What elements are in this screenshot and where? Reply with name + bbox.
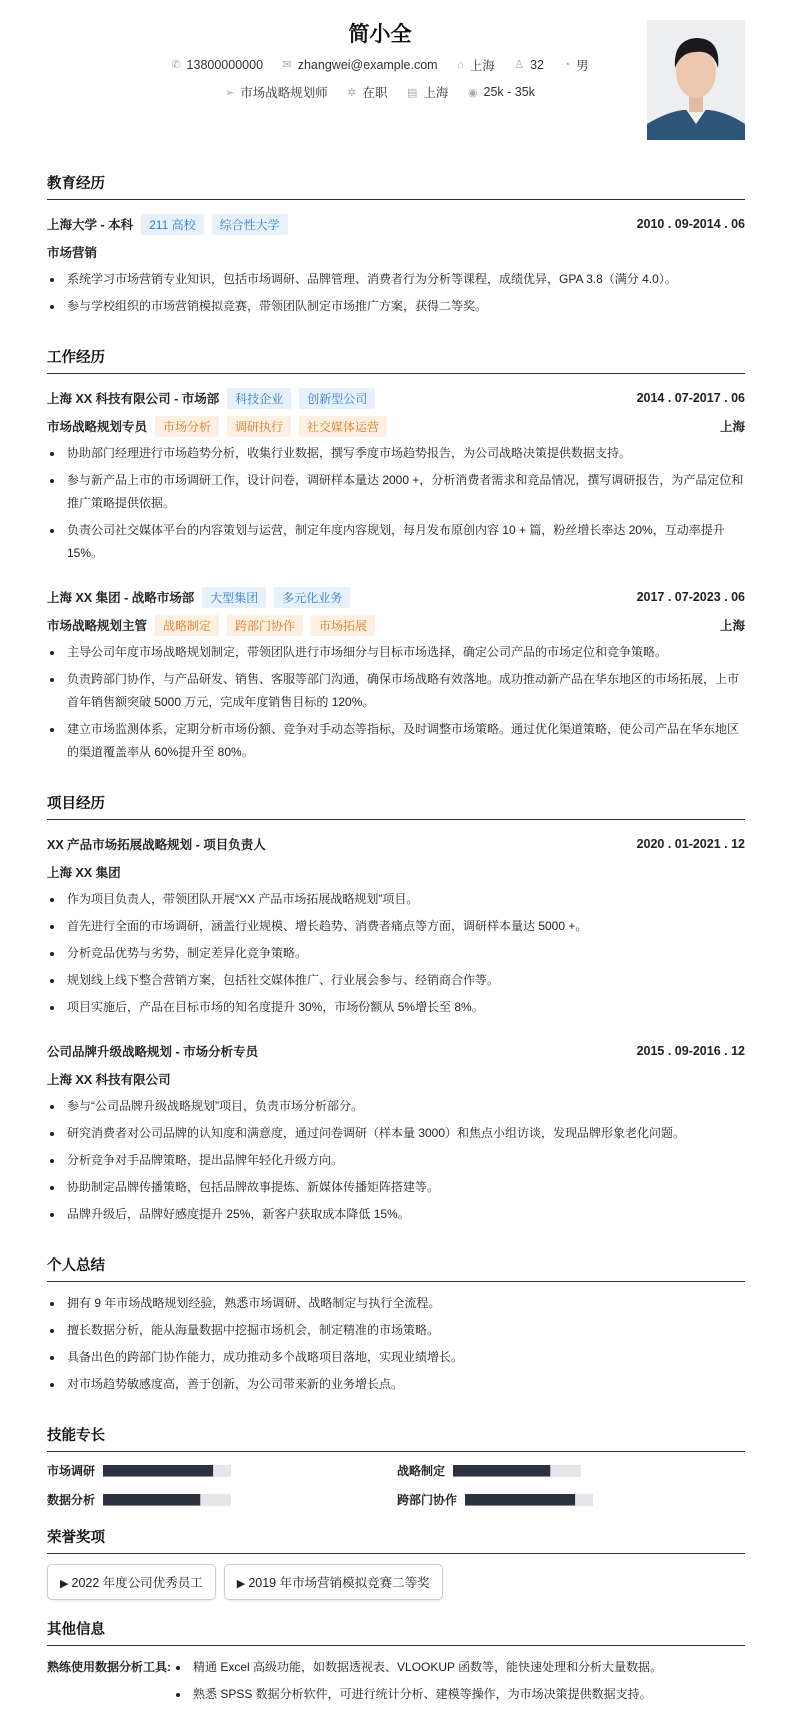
job-role-group — [47, 416, 387, 437]
bullet-list — [47, 442, 745, 565]
list-item: 拥有 9 年市场战略规划经验，熟悉市场调研、战略制定与执行全流程。 — [47, 1292, 745, 1315]
job-role-row — [47, 611, 745, 639]
major: 市场营销 — [47, 246, 98, 260]
tag: 创新型公司 — [299, 388, 375, 409]
job-company-group — [47, 388, 375, 409]
skill-tag: 社交媒体运营 — [299, 416, 387, 437]
salary: 25k - 35k — [483, 85, 535, 99]
location: 上海 — [469, 59, 495, 73]
skill-name: 跨部门协作 — [397, 1493, 458, 1507]
skill-item — [47, 1491, 397, 1508]
project-org: 上海 XX 集团 — [47, 866, 121, 880]
mail-icon: ✉ — [282, 59, 292, 71]
period: 2020 . 01-2021 . 12 — [636, 837, 745, 851]
building-icon: ▤ — [407, 86, 418, 99]
honor-text: 2019 年市场营销模拟竞赛二等奖 — [248, 1576, 430, 1590]
contact-info-row — [0, 56, 760, 74]
list-item: 建立市场监测体系，定期分析市场份额、竞争对手动态等指标，及时调整市场策略。通过优化渠道策略，使公司产品在华东地区的渠道覆盖率从 60%提升至 80%。 — [47, 718, 745, 764]
skill-bar-fill — [103, 1465, 213, 1477]
status-icon: ✲ — [347, 86, 357, 99]
salary-icon: ◉ — [467, 86, 478, 99]
spacer — [47, 1025, 745, 1037]
triangle-icon: ▶ — [60, 1578, 72, 1590]
section-title: 教育经历 — [47, 168, 745, 200]
company: 上海 XX 集团 - 战略市场部 — [47, 591, 195, 605]
tag: 211 高校 — [141, 214, 203, 235]
list-item: 研究消费者对公司品牌的认知度和满意度，通过问卷调研（样本量 3000）和焦点小组访谈，发现品牌形象老化问题。 — [47, 1122, 745, 1145]
skills-section — [47, 1420, 745, 1508]
skill-bar-fill — [465, 1494, 575, 1506]
section-title: 项目经历 — [47, 788, 745, 820]
skill-bar — [103, 1465, 231, 1477]
list-item: 规划线上线下整合营销方案，包括社交媒体推广、行业展会参与、经销商合作等。 — [47, 969, 745, 992]
job-info-row — [0, 83, 760, 101]
bullet-list — [47, 888, 745, 1019]
section-title: 工作经历 — [47, 342, 745, 374]
list-item: 协助制定品牌传播策略，包括品牌故事提炼、新媒体传播矩阵搭建等。 — [47, 1176, 745, 1199]
section-title: 技能专长 — [47, 1420, 745, 1452]
honor-badge — [47, 1564, 216, 1600]
target-city: 上海 — [423, 86, 449, 100]
project-org: 上海 XX 科技有限公司 — [47, 1073, 171, 1087]
skill-name: 数据分析 — [47, 1493, 96, 1507]
other-section — [47, 1614, 745, 1710]
job-role-group — [47, 615, 375, 636]
school: 上海大学 - 本科 — [47, 218, 134, 232]
list-item: 精通 Excel 高级功能，如数据透视表、VLOOKUP 函数等，能快速处理和分析大量数据。 — [173, 1656, 662, 1679]
resume-header — [0, 0, 794, 160]
role: 市场战略规划专员 — [47, 420, 148, 434]
other-label: 熟练使用数据分析工具: — [47, 1660, 171, 1674]
skill-tag: 调研执行 — [227, 416, 291, 437]
avatar-photo — [647, 20, 745, 140]
list-item: 熟悉 SPSS 数据分析软件，可进行统计分析、建模等操作，为市场决策提供数据支持。 — [173, 1683, 662, 1706]
section-title: 个人总结 — [47, 1250, 745, 1282]
age-icon: ♙ — [514, 59, 525, 71]
status: 在职 — [362, 86, 388, 100]
home-icon: ⌂ — [457, 59, 464, 71]
tag: 科技企业 — [227, 388, 291, 409]
tag: 大型集团 — [202, 587, 266, 608]
job-header-row — [47, 583, 745, 611]
job-company-group — [47, 587, 350, 608]
project-header-row — [47, 830, 745, 858]
gender: 男 — [576, 59, 589, 73]
honor-badge — [224, 1564, 443, 1600]
list-item: 负责跨部门协作，与产品研发、销售、客服等部门沟通，确保市场战略有效落地。成功推动新产品在华东地区的市场拓展，上市首年销售额突破 5000 万元，完成年度销售目标的 120%。 — [47, 668, 745, 714]
skill-item — [47, 1462, 397, 1479]
age: 32 — [530, 57, 544, 72]
list-item: 参与学校组织的市场营销模拟竞赛，带领团队制定市场推广方案，获得二等奖。 — [47, 295, 745, 318]
job-header-row — [47, 384, 745, 412]
honors-section — [47, 1522, 745, 1600]
list-item: 协助部门经理进行市场趋势分析，收集行业数据，撰写季度市场趋势报告，为公司战略决策提供数据支持。 — [47, 442, 745, 465]
list-item: 参与“公司品牌升级战略规划”项目，负责市场分析部分。 — [47, 1095, 745, 1118]
skill-bar-fill — [453, 1465, 550, 1477]
project-name: XX 产品市场拓展战略规划 - 项目负责人 — [47, 838, 266, 852]
list-item: 品牌升级后，品牌好感度提升 25%，新客户获取成本降低 15%。 — [47, 1203, 745, 1226]
list-item: 项目实施后，产品在目标市场的知名度提升 30%，市场份额从 5%增长至 8%。 — [47, 996, 745, 1019]
list-item: 具备出色的跨部门协作能力，成功推动多个战略项目落地，实现业绩增长。 — [47, 1346, 745, 1369]
role: 市场战略规划主管 — [47, 619, 148, 633]
phone: 13800000000 — [186, 57, 264, 72]
section-title: 其他信息 — [47, 1614, 745, 1646]
list-item: 系统学习市场营销专业知识，包括市场调研、品牌管理、消费者行为分析等课程，成绩优异，GPA 3.8（满分 4.0）。 — [47, 268, 745, 291]
send-icon: ➢ — [225, 86, 235, 99]
project-org-row — [47, 858, 745, 886]
skill-name: 战略制定 — [397, 1464, 446, 1478]
skill-bar — [465, 1494, 593, 1506]
skill-tag: 市场拓展 — [311, 615, 375, 636]
bullet-list — [47, 641, 745, 764]
period: 2014 . 07-2017 . 06 — [636, 391, 745, 405]
list-item: 对市场趋势敏感度高，善于创新，为公司带来新的业务增长点。 — [47, 1373, 745, 1396]
list-item: 参与新产品上市的市场调研工作，设计问卷，调研样本量达 2000 +，分析消费者需求和竞品情况，撰写调研报告，为产品定位和推广策略提供依据。 — [47, 469, 745, 515]
list-item: 作为项目负责人，带领团队开展“XX 产品市场拓展战略规划”项目。 — [47, 888, 745, 911]
triangle-icon: ▶ — [236, 1578, 249, 1590]
skill-name: 市场调研 — [47, 1464, 96, 1478]
list-item: 负责公司社交媒体平台的内容策划与运营，制定年度内容规划，每月发布原创内容 10 + 篇，粉丝增长率达 20%，互动率提升 15%。 — [47, 519, 745, 565]
company: 上海 XX 科技有限公司 - 市场部 — [47, 392, 220, 406]
skill-bar-fill — [103, 1494, 200, 1506]
list-item: 首先进行全面的市场调研，涵盖行业规模、增长趋势、消费者痛点等方面，调研样本量达 5000 +。 — [47, 915, 745, 938]
skill-item — [397, 1462, 747, 1479]
position: 市场战略规划师 — [240, 86, 328, 100]
tag: 综合性大学 — [212, 214, 288, 235]
list-item: 分析竞争对手品牌策略，提出品牌年轻化升级方向。 — [47, 1149, 745, 1172]
phone-icon: ✆ — [171, 59, 181, 71]
projects-section — [47, 788, 745, 1226]
work-section — [47, 342, 745, 764]
summary-section — [47, 1250, 745, 1396]
list-item: 分析竞品优势与劣势，制定差异化竞争策略。 — [47, 942, 745, 965]
skill-item — [397, 1491, 747, 1508]
tag: 多元化业务 — [274, 587, 350, 608]
list-item: 擅长数据分析，能从海量数据中挖掘市场机会，制定精准的市场策略。 — [47, 1319, 745, 1342]
bullet-list — [47, 1095, 745, 1226]
skill-bar — [103, 1494, 231, 1506]
honor-text: 2022 年度公司优秀员工 — [71, 1576, 203, 1590]
skill-tag: 战略制定 — [155, 615, 219, 636]
period: 2017 . 07-2023 . 06 — [636, 590, 745, 604]
city: 上海 — [719, 420, 745, 434]
gender-icon: ◔ — [563, 59, 571, 71]
period: 2015 . 09-2016 . 12 — [636, 1044, 745, 1058]
project-header-row — [47, 1037, 745, 1065]
list-item: 主导公司年度市场战略规划制定，带领团队进行市场细分与目标市场选择，确定公司产品的市场定位和竞争策略。 — [47, 641, 745, 664]
resume-body — [47, 162, 745, 1710]
candidate-name: 简小全 — [348, 23, 412, 46]
section-title: 荣誉奖项 — [47, 1522, 745, 1554]
skill-tag: 跨部门协作 — [227, 615, 303, 636]
project-name: 公司品牌升级战略规划 - 市场分析专员 — [47, 1045, 259, 1059]
skill-bar — [453, 1465, 581, 1477]
job-role-row — [47, 412, 745, 440]
project-org-row — [47, 1065, 745, 1093]
skill-tag: 市场分析 — [155, 416, 219, 437]
spacer — [47, 571, 745, 583]
education-section — [47, 168, 745, 318]
city: 上海 — [719, 619, 745, 633]
email: zhangwei@example.com — [297, 57, 438, 72]
period: 2010 . 09-2014 . 06 — [636, 217, 745, 231]
